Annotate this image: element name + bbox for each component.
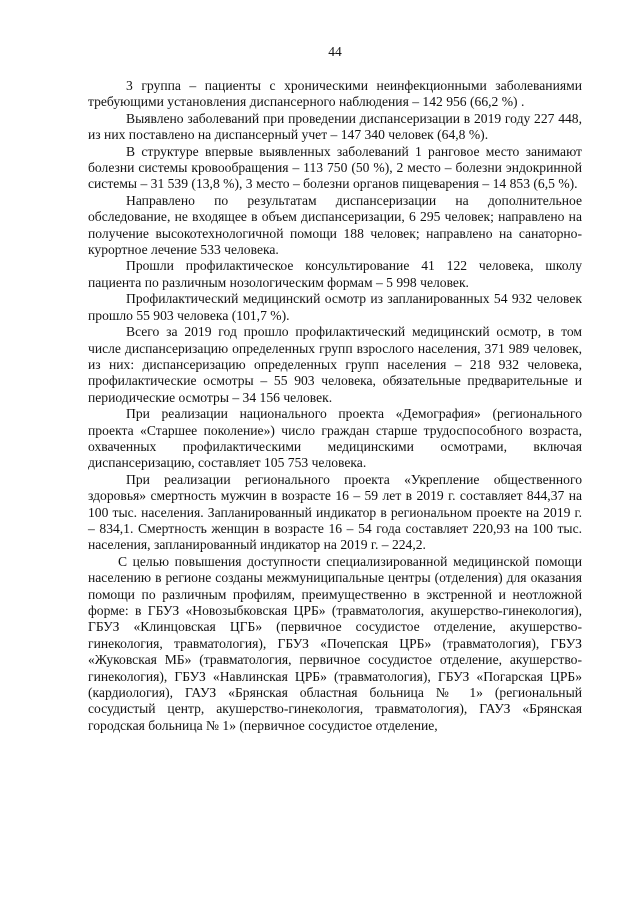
paragraph-referrals: Направлено по результатам диспансеризации на дополнительное обследование, не входящее в объем диспансеризации, 6 295 человек; направлено на получение высокотехнологичной помощи 188 человек; направлено на санаторно-курортное лечение 533 человека. (88, 192, 582, 258)
page-number: 44 (328, 44, 342, 59)
paragraph-consulting: Прошли профилактическое консультирование 41 122 человека, школу пациента по различным нозологическим формам – 5 998 человек. (88, 258, 582, 290)
paragraph-demography-project: При реализации национального проекта «Демография» (регионального проекта «Старшее поколение») число граждан старше трудоспособного возраста, охваченных профилактическими медицинскими осмотрами, включая диспансеризацию, составляет 105 753 человека. (88, 406, 582, 471)
paragraph-diseases-detected: Выявлено заболеваний при проведении диспансеризации в 2019 году 227 448, из них поставлено на диспансерный учет – 147 340 человек (64,8 %). (88, 110, 582, 143)
paragraph-preventive-exam: Профилактический медицинский осмотр из запланированных 54 932 человек прошло 55 903 человека (101,7 %). (88, 291, 582, 323)
paragraph-public-health-project: При реализации регионального проекта «Укрепление общественного здоровья» смертность мужчин в возрасте 16 – 59 лет в 2019 г. составляет 844,37 на 100 тыс. населения. Запланированный индикатор в региональном проекте на 2019 г. – 834,1. Смертность женщин в возрасте 16 – 54 года составляет 220,93 на 100 тыс. населения, запланированный индикатор на 2019 г. – 224,2. (88, 471, 582, 553)
paragraph-group-3: 3 группа – пациенты с хроническими неинфекционными заболеваниями требующими установления диспансерного наблюдения – 142 956 (66,2 %) . (88, 78, 582, 110)
paragraph-total-2019: Всего за 2019 год прошло профилактический медицинский осмотр, в том числе диспансеризацию определенных групп взрослого населения, 371 989 человек, из них: диспансеризацию определенных групп населения – 218 932 человека, профилактические осмотры – 55 903 человека, обязательные предварительные и периодические осмотры – 34 156 человек. (88, 324, 582, 405)
paragraph-disease-structure: В структуре впервые выявленных заболеваний 1 ранговое место занимают болезни системы кровообращения – 113 750 (50 %), 2 место – болезни эндокринной системы – 31 539 (13,8 %), 3 место – болезни органов пищеварения – 14 853 (6,5 %). (88, 143, 582, 192)
paragraph-intermunicipal-centers: С целью повышения доступности специализированной медицинской помощи населению в регионе созданы межмуниципальные центры (отделения) для оказания помощи по различным профилям, преимущественно в экстренной и неотложной форме: в ГБУЗ «Новозыбковская ЦРБ» (травматология, акушерство-гинекология), ГБУЗ «Клинцовская ЦГБ» (первичное сосудистое отделение, акушерство-гинекология, травматология), ГБУЗ «Почепская ЦРБ» (травматология), ГБУЗ «Жуковская МБ» (травматология, первичное сосудистое отделение, акушерство-гинекология), ГБУЗ «Навлинская ЦРБ» (травматология), ГБУЗ «Погарская ЦРБ» (кардиология), ГАУЗ «Брянская областная больница № 1» (региональный сосудистый центр, акушерство-гинекология, травматология), ГАУЗ «Брянская городская больница № 1» (первичное сосудистое отделение, (88, 553, 582, 733)
